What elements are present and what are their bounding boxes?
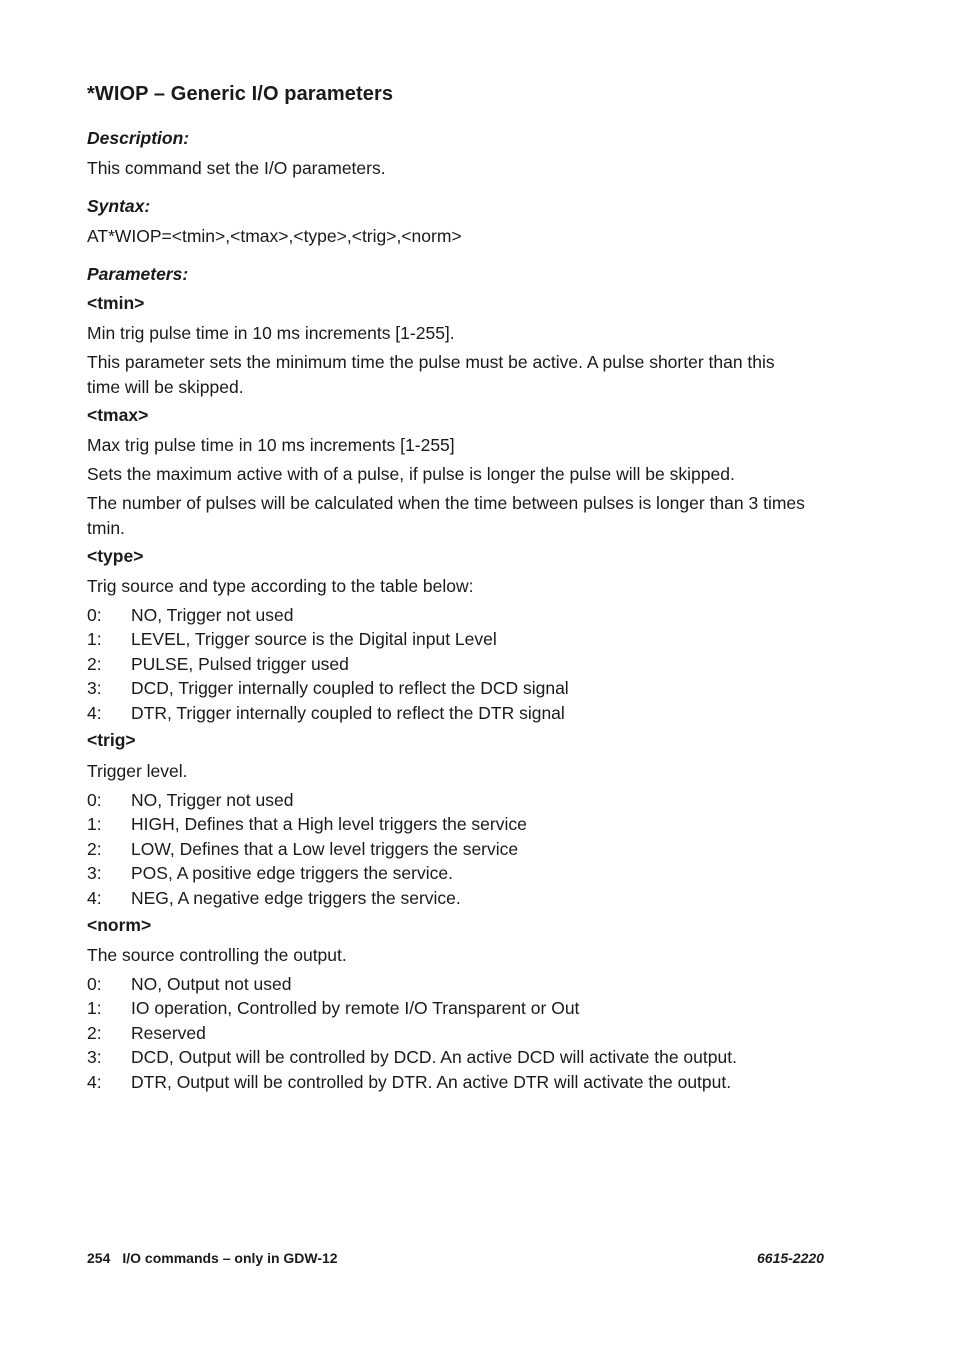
page-number: 254 [87, 1250, 111, 1266]
option-number: 1: [87, 998, 102, 1019]
tmax-range-text: Max trig pulse time in 10 ms increments [1-255] [87, 435, 455, 455]
option-description: NO, Output not used [131, 974, 292, 994]
option-number: 0: [87, 605, 102, 625]
option-number: 4: [87, 887, 102, 908]
option-description: DTR, Output will be controlled by DTR. An active DTR will activate the output. [131, 1071, 732, 1092]
option-number: 4: [87, 702, 102, 723]
trig-intro-text: Trigger level. [87, 761, 188, 781]
option-description: POS, A positive edge triggers the service. [131, 863, 453, 884]
syntax-text: AT*WIOP=<tmin>,<tmax>,<type>,<trig>,<norm> [87, 226, 462, 246]
option-number: 3: [87, 863, 102, 884]
document-number: 6615-2220 [757, 1250, 824, 1266]
option-description: LOW, Defines that a Low level triggers the service [131, 838, 519, 859]
option-number: 3: [87, 1047, 102, 1068]
option-description: Reserved [131, 1022, 206, 1043]
option-description: HIGH, Defines that a High level triggers the service [131, 814, 527, 835]
option-number: 0: [87, 974, 102, 994]
param-type-heading: <type> [87, 546, 144, 566]
option-number: 2: [87, 838, 102, 859]
syntax-label: Syntax: [87, 196, 151, 216]
param-tmin-heading: <tmin> [87, 293, 145, 313]
option-number: 0: [87, 790, 102, 810]
option-description: NEG, A negative edge triggers the service. [131, 887, 461, 908]
option-number: 4: [87, 1071, 102, 1092]
parameters-label: Parameters: [87, 264, 189, 284]
tmin-range-text: Min trig pulse time in 10 ms increments [1-255]. [87, 323, 455, 343]
option-description: DTR, Trigger internally coupled to reflect the DTR signal [131, 702, 565, 723]
param-norm-heading: <norm> [87, 915, 152, 935]
page-footer [87, 1250, 338, 1266]
param-tmax-heading: <tmax> [87, 405, 149, 425]
option-description: PULSE, Pulsed trigger used [131, 653, 349, 674]
description-text: This command set the I/O parameters. [87, 158, 386, 178]
type-intro-text: Trig source and type according to the table below: [87, 576, 474, 596]
option-description: IO operation, Controlled by remote I/O Transparent or Out [131, 998, 580, 1019]
option-number: 1: [87, 629, 102, 650]
footer-section-title: I/O commands – only in GDW-12 [122, 1250, 338, 1266]
tmin-description-text: This parameter sets the minimum time the pulse must be active. A pulse shorter than this time will be skipped. [87, 352, 775, 397]
option-description: DCD, Trigger internally coupled to reflect the DCD signal [131, 678, 569, 699]
option-number: 2: [87, 653, 102, 674]
tmax-pulse-count-text: The number of pulses will be calculated when the time between pulses is longer than 3 times tmin. [87, 493, 805, 538]
option-description: NO, Trigger not used [131, 790, 294, 810]
option-number: 1: [87, 814, 102, 835]
option-description: LEVEL, Trigger source is the Digital input Level [131, 629, 497, 650]
norm-intro-text: The source controlling the output. [87, 945, 347, 965]
param-trig-heading: <trig> [87, 730, 136, 750]
option-description: DCD, Output will be controlled by DCD. An active DCD will activate the output. [131, 1047, 737, 1068]
page-title: *WIOP – Generic I/O parameters [87, 83, 394, 105]
tmax-description-text: Sets the maximum active with of a pulse, if pulse is longer the pulse will be skipped. [87, 464, 735, 484]
option-description: NO, Trigger not used [131, 605, 294, 625]
option-number: 2: [87, 1022, 102, 1043]
option-number: 3: [87, 678, 102, 699]
description-label: Description: [87, 128, 190, 148]
